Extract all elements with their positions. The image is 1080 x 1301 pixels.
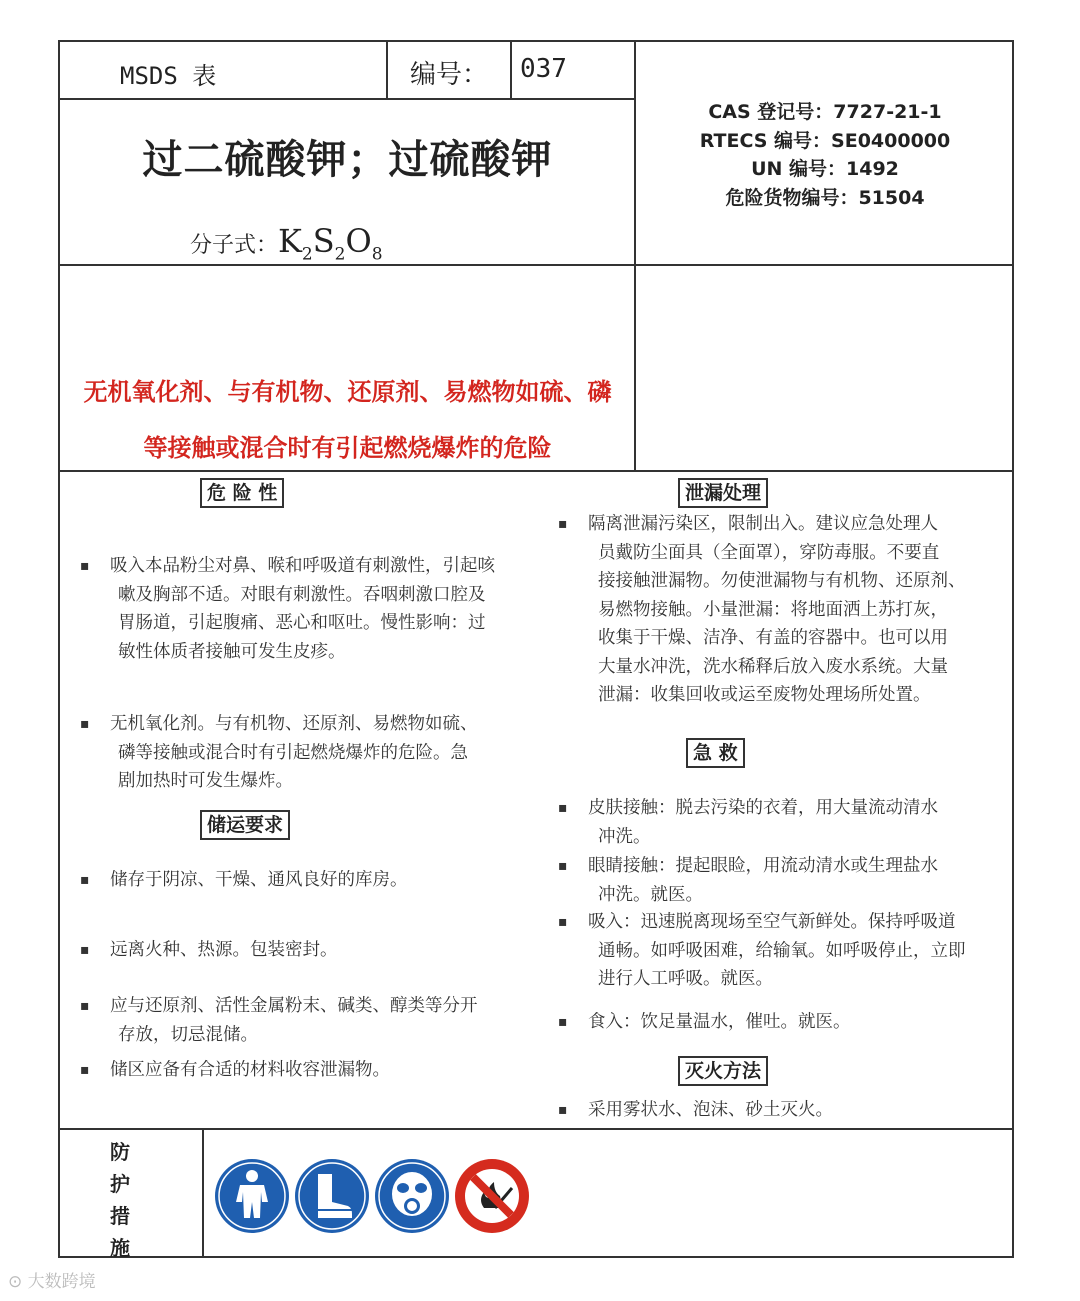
un-number: UN 编号：1492 — [751, 158, 899, 180]
list-item: ▪ 储存于阴凉、干燥、通风良好的库房。 — [110, 866, 408, 895]
protection-label: 防 护 措 施 — [110, 1140, 130, 1260]
watermark-logo-icon: ⊙ — [8, 1272, 23, 1292]
bullet-icon: ▪ — [558, 1102, 568, 1118]
list-item: ▪ 远离火种、热源。包装密封。 — [110, 936, 338, 965]
watermark: ⊙ 大数跨境 — [8, 1272, 96, 1292]
bullet-icon: ▪ — [80, 942, 90, 958]
rtecs-number: RTECS 编号：SE0400000 — [699, 129, 951, 152]
bullet-icon: ▪ — [558, 1014, 568, 1030]
hazards-heading: 危 险 性 — [200, 478, 284, 508]
list-item: ▪ 无机氧化剂。与有机物、还原剂、易燃物如硫、 磷等接触或混合时有引起燃烧爆炸的危险。急 剧加热时可发生爆炸。 — [110, 710, 478, 796]
divider — [386, 42, 388, 98]
bullet-icon: ▪ — [80, 872, 90, 888]
hazard-warning: 无机氧化剂、与有机物、还原剂、易燃物如硫、磷 等接触或混合时有引起燃烧爆炸的危险 — [83, 377, 612, 462]
gas-mask-icon — [374, 1158, 450, 1234]
list-item: ▪ 食入：饮足量温水，催吐。就医。 — [588, 1008, 851, 1037]
first-aid-heading: 急 救 — [686, 738, 745, 768]
bullet-icon: ▪ — [558, 800, 568, 816]
bullet-icon: ▪ — [80, 558, 90, 574]
number-label: 编号： — [410, 60, 489, 90]
formula-label: 分子式： — [190, 233, 279, 258]
safety-boots-icon — [294, 1158, 370, 1234]
molecular-formula — [190, 222, 383, 264]
msds-sheet — [58, 40, 1014, 1258]
leak-heading: 泄漏处理 — [678, 478, 768, 508]
divider — [60, 98, 634, 100]
chemical-name: 过二硫酸钾；过硫酸钾 — [142, 136, 553, 183]
fire-heading: 灭火方法 — [678, 1056, 768, 1086]
dangerous-goods-number: 危险货物编号：51504 — [725, 186, 925, 209]
list-item: ▪ 吸入：迅速脱离现场至空气新鲜处。保持呼吸道 通畅。如呼吸困难，给输氧。如呼吸停止，立即 进行人工呼吸。就医。 — [588, 908, 966, 994]
list-item: ▪ 皮肤接触：脱去污染的衣着，用大量流动清水 冲洗。 — [588, 794, 938, 851]
protective-suit-icon — [214, 1158, 290, 1234]
storage-heading: 储运要求 — [200, 810, 290, 840]
bullet-icon: ▪ — [80, 998, 90, 1014]
bullet-icon: ▪ — [558, 516, 568, 532]
list-item: ▪ 采用雾状水、泡沫、砂土灭火。 — [588, 1096, 833, 1125]
msds-label: MSDS 表 — [120, 62, 217, 90]
list-item: ▪ 吸入本品粉尘对鼻、喉和呼吸道有刺激性，引起咳 嗽及胸部不适。对眼有刺激性。吞咽刺激口腔及 胃肠道，引起腹痛、恶心和呕吐。慢性影响：过 敏性体质者接触可发生皮疹。 — [110, 552, 495, 666]
divider — [510, 42, 512, 98]
no-fire-icon — [454, 1158, 530, 1234]
bullet-icon: ▪ — [80, 716, 90, 732]
identifiers — [636, 98, 1014, 212]
list-item: ▪ 眼睛接触：提起眼睑，用流动清水或生理盐水 冲洗。就医。 — [588, 852, 938, 909]
bullet-icon: ▪ — [558, 914, 568, 930]
cas-number: CAS 登记号：7727-21-1 — [708, 101, 942, 123]
number-value: 037 — [520, 54, 567, 84]
list-item: ▪ 应与还原剂、活性金属粉末、碱类、醇类等分开 存放，切忌混储。 — [110, 992, 478, 1049]
bullet-icon: ▪ — [558, 858, 568, 874]
bullet-icon: ▪ — [80, 1062, 90, 1078]
list-item: ▪ 储区应备有合适的材料收容泄漏物。 — [110, 1056, 390, 1085]
list-item: ▪ 隔离泄漏污染区，限制出入。建议应急处理人 员戴防尘面具（全面罩），穿防毒服。不要直 接接触泄漏物。勿使泄漏物与有机物、还原剂、 易燃物接触。小量泄漏：将地面洒上苏打灰， 收集于干燥、洁净、有盖的容器中。也可以用 大量水冲洗，洗水稀释后放入废水系统。大量 泄漏：收集回收或运至废物处理场所处置。 — [588, 510, 966, 710]
formula-value: $K_2S_2O_8$ — [278, 222, 383, 265]
divider — [202, 1128, 204, 1258]
